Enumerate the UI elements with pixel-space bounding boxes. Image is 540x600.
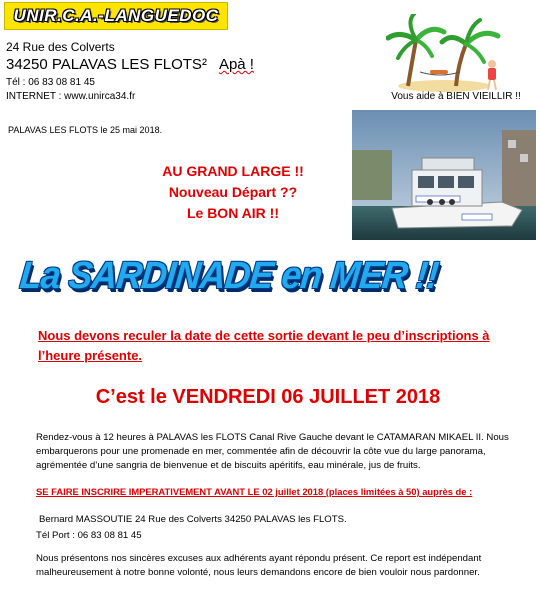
palm-beach-illustration	[386, 14, 506, 94]
organization-logo: UNIR.C.A.-LANGUEDOC	[4, 2, 228, 30]
inscription-deadline: SE FAIRE INSCRIRE IMPERATIVEMENT AVANT LE 02 juillet 2018 (places limitées à 50) auprès de :	[36, 486, 473, 497]
address-suffix: Apà !	[218, 56, 254, 73]
boat-photo	[352, 110, 536, 240]
headline-line-1: AU GRAND LARGE !!	[162, 163, 304, 179]
tagline: Vous aide à BIEN VIEILLIR !!	[391, 91, 521, 102]
contact-name: Bernard MASSOUTIE 24 Rue des Colverts 34250 PALAVAS les FLOTS.	[39, 514, 347, 525]
headline-block	[150, 161, 316, 224]
postpone-notice: Nous devons reculer la date de cette sortie devant le peu d’inscriptions à l’heure présente.	[38, 328, 490, 363]
address-line-street: 24 Rue des Colverts	[6, 40, 115, 54]
website-line: INTERNET : www.unirca34.fr	[6, 91, 136, 102]
date-line: PALAVAS LES FLOTS le 25 mai 2018.	[8, 125, 163, 135]
title-banner	[17, 254, 520, 298]
phone-line: Tél : 06 83 08 81 45	[6, 77, 95, 88]
address-line-city	[6, 56, 254, 73]
headline-line-2: Nouveau Départ ??	[168, 184, 298, 200]
new-date-announcement	[0, 386, 540, 409]
apology-paragraph: Nous présentons nos sincères excuses aux adhérents ayant répondu présent. Ce report est indépendant malheureusement à notre bonne volonté, nous leurs demandons encore de bien vouloir nous pardonner.	[36, 553, 482, 578]
contact-phone: Tél Port : 06 83 08 81 45	[36, 530, 142, 541]
rendezvous-paragraph: Rendez-vous à 12 heures à PALAVAS les FLOTS Canal Rive Gauche devant le CATAMARAN MIKAEL II. Nous embarquerons pour une promenade en mer, commentée afin de découvrir la côte vue du large panorama, agrémentée d’une sangria de bienvenue et de biscuits apéritifs, eau minérale, jus de fruits.	[36, 432, 509, 471]
headline-line-3: Le BON AIR !!	[186, 205, 280, 221]
city-text: 34250 PALAVAS LES FLOTS²	[6, 56, 207, 73]
new-date-text: C’est le VENDREDI 06 JUILLET 2018	[95, 386, 441, 408]
event-title: La SARDINADE en MER !!	[17, 255, 440, 297]
